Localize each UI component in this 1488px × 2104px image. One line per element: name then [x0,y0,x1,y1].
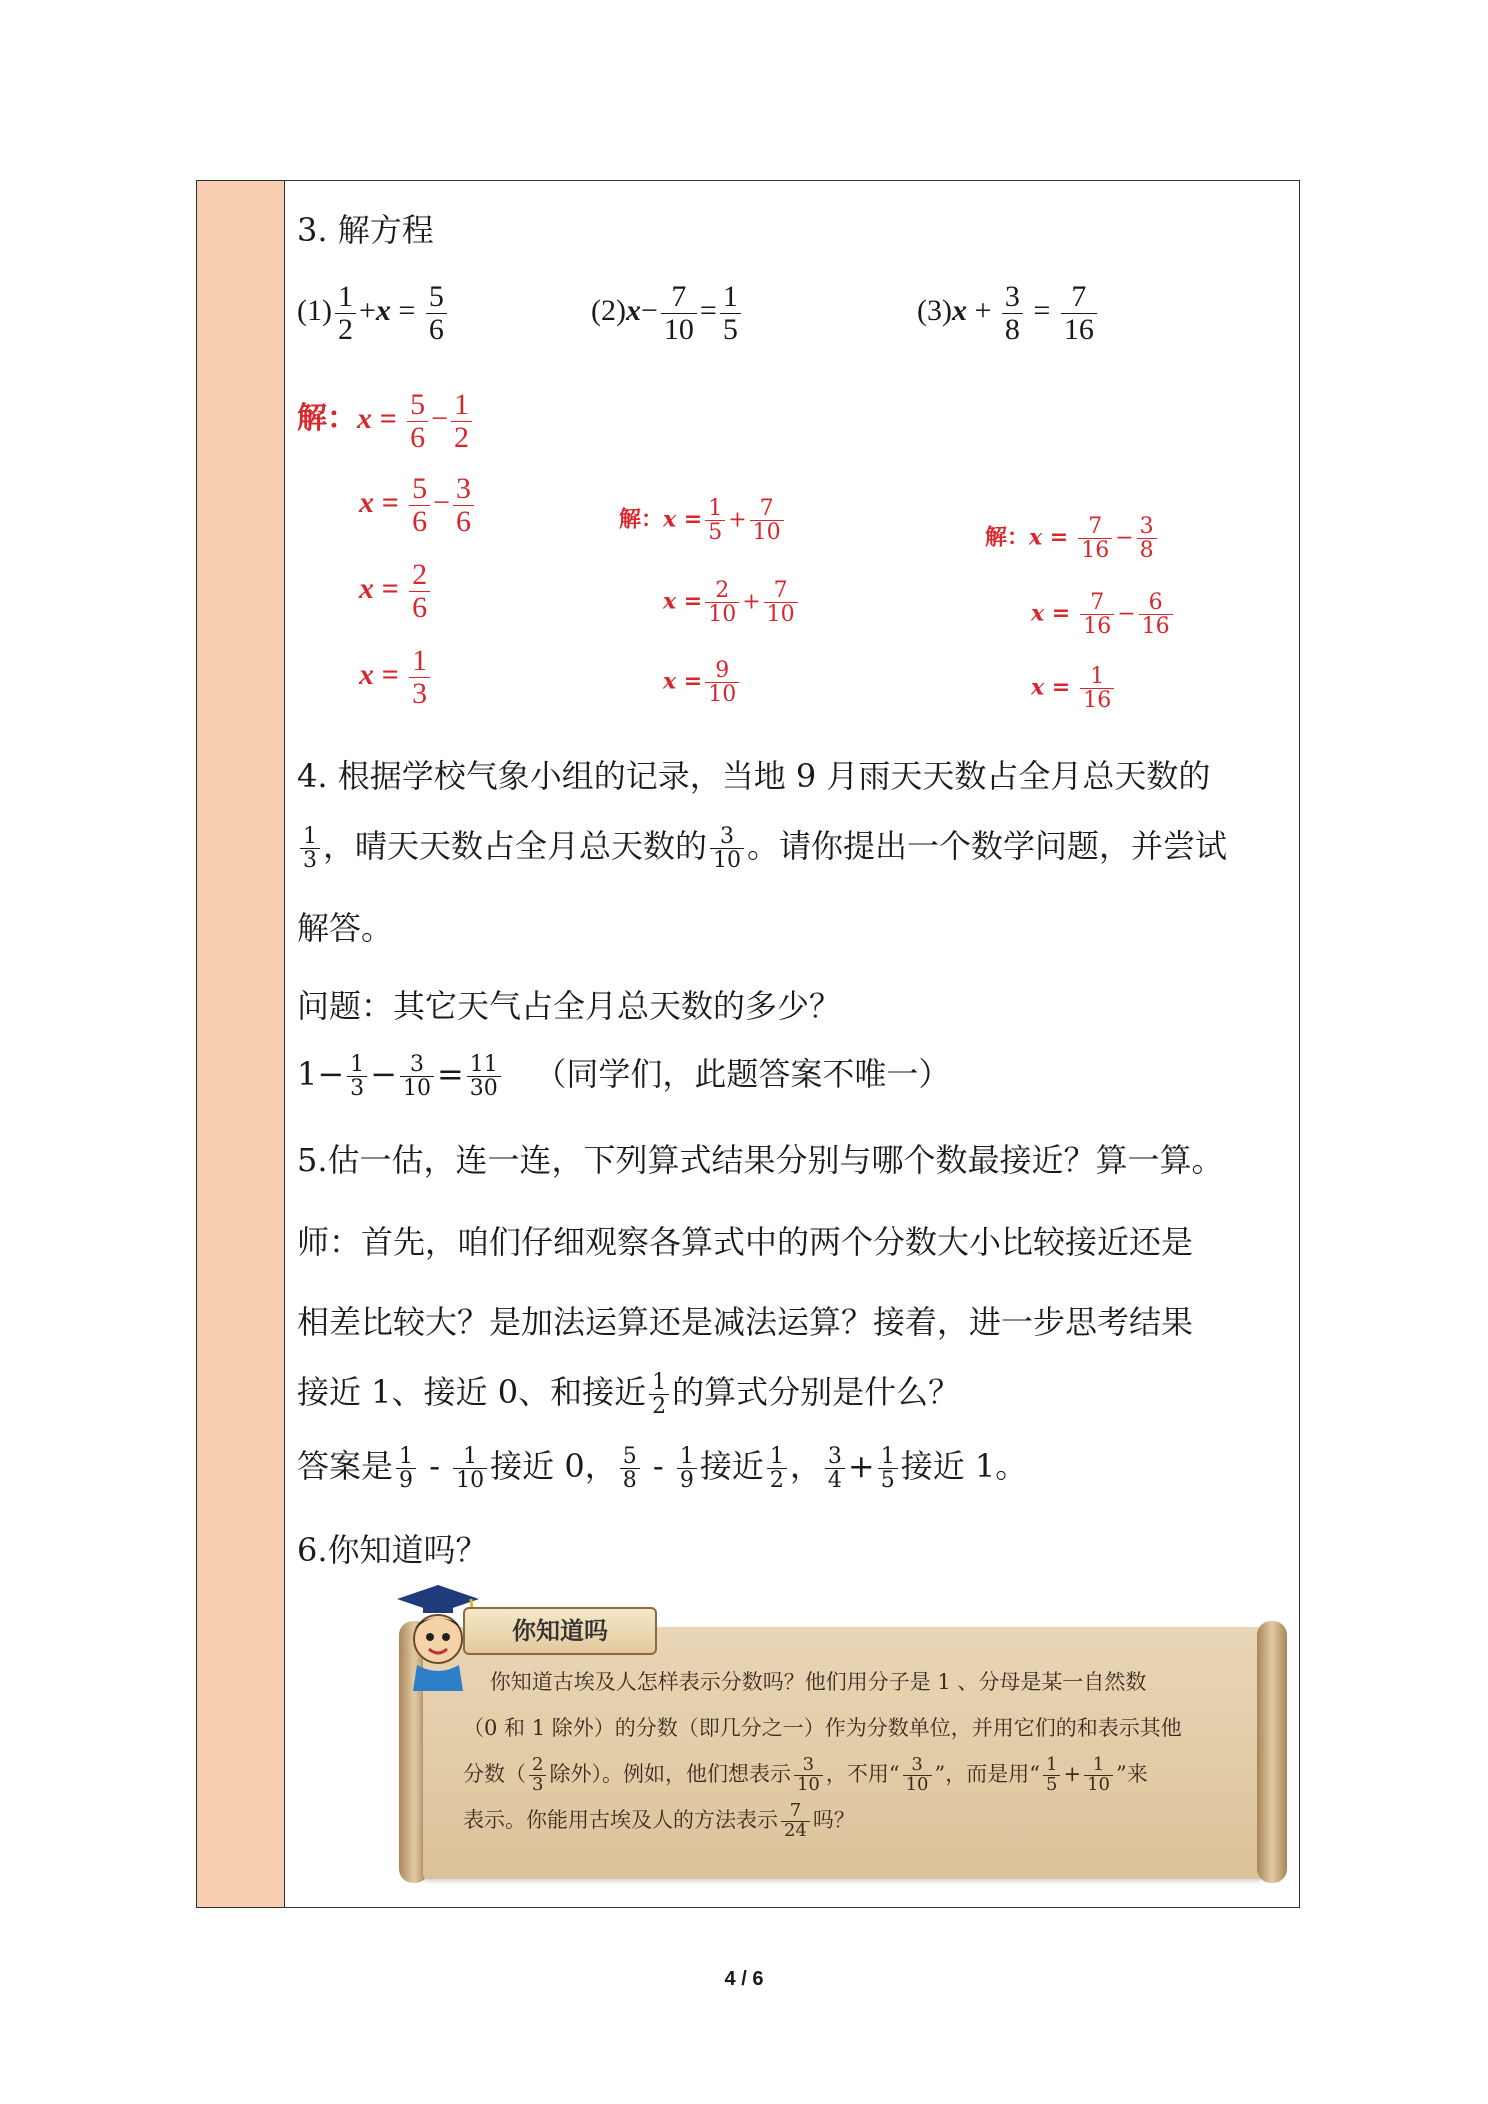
scroll-roll-right [1257,1621,1287,1883]
s1-step-2: x = $\frac{5}{6}$ − $\frac{3}{6}$ [359,473,477,537]
q5-line-4: 接近 1、接近 0、和接近 $\frac{1}{2}$ 的算式分别是什么？ [297,1369,961,1419]
q3-problem-3: (3)x + $\frac{3}{8}$ = $\frac{7}{16}$ [917,281,1100,345]
q5-answer: 答案是 $\frac{1}{9}$ - $\frac{1}{10}$ 接近 0， $\frac{5}{8}$ - $\frac{1}{9}$ 接近 $\frac{1}{2}$ ， $\frac{3}{4}$ + $\frac{1}{5}$ 接近 1。 [297,1443,1028,1493]
scroll-p1: 你知道古埃及人怎样表示分数吗？他们用分子是 1 、分母是某一自然数 [489,1670,1147,1694]
scroll-p2: （0 和 1 除外）的分数（即几分之一）作为分数单位，并用它们的和表示其他 [463,1716,1182,1740]
s1-step-1: 解：x = $\frac{5}{6}$ − $\frac{1}{2}$ [297,389,475,453]
table-content-cell [285,181,1299,1907]
q6-title: 6.你知道吗？ [297,1531,488,1569]
q3-title: 3. 解方程 [297,211,434,249]
q4-line-1: 4. 根据学校气象小组的记录，当地 9 月雨天天数占全月总天数的 [297,757,1211,795]
q3-problem-1: (1) $\frac{1}{2}$ +x = $\frac{5}{6}$ [297,281,450,345]
side-column [197,181,285,1907]
scroll-p3: 分数（ $\frac{2}{3}$ 除外）。例如，他们想表示 $\frac{3}{10}$ ，不用“ $\frac{3}{10}$ ”，而是用“ $\frac{1}{5}$ + $\frac{1}{10}$ ”来 [463,1754,1148,1795]
q4-line-3: 解答。 [297,909,394,947]
s2-step-3: x = $\frac{9}{10}$ [663,659,742,706]
q5-line-1: 5.估一估，连一连，下列算式结果分别与哪个数最接近？算一算。 [297,1141,1224,1179]
q3-problem-2: (2)x− $\frac{7}{10}$ = $\frac{1}{5}$ [591,281,744,345]
s3-step-3: x = $\frac{1}{16}$ [1031,665,1117,712]
q4-answer: 1− $\frac{1}{3}$ − $\frac{3}{10}$ = $\frac{11}{30}$ （同学们，此题答案不唯一） [297,1051,951,1101]
label: (1) [297,293,332,327]
q5-line-2: 师：首先，咱们仔细观察各算式中的两个分数大小比较接近还是 [297,1223,1194,1261]
page-number: 4 / 6 [724,1968,764,1990]
content-table [196,180,1300,1908]
s1-step-3: x = $\frac{2}{6}$ [359,559,433,623]
scroll-text [463,1659,1243,1843]
scroll-p4: 表示。你能用古埃及人的方法表示 $\frac{7}{24}$ 吗？ [463,1800,855,1841]
s1-step-4: x = $\frac{1}{3}$ [359,645,433,709]
s2-step-2: x = $\frac{2}{10}$ + $\frac{7}{10}$ [663,579,801,626]
q5-line-3: 相差比较大？是加法运算还是减法运算？接着，进一步思考结果 [297,1303,1194,1341]
s3-step-1: 解：x = $\frac{7}{16}$ − $\frac{3}{8}$ [985,515,1160,562]
s3-step-2: x = $\frac{7}{16}$ − $\frac{6}{16}$ [1031,591,1176,638]
s2-step-1: 解：x = $\frac{1}{5}$ + $\frac{7}{10}$ [619,497,787,544]
did-you-know-banner: 你知道吗 [463,1607,657,1655]
q4-question: 问题：其它天气占全月总天数的多少？ [297,987,842,1025]
q4-line-2: $\frac{1}{3}$ ，晴天天数占全月总天数的 $\frac{3}{10}$ 。请你提出一个数学问题，并尝试 [297,821,1289,872]
did-you-know-scroll [393,1581,1293,1889]
